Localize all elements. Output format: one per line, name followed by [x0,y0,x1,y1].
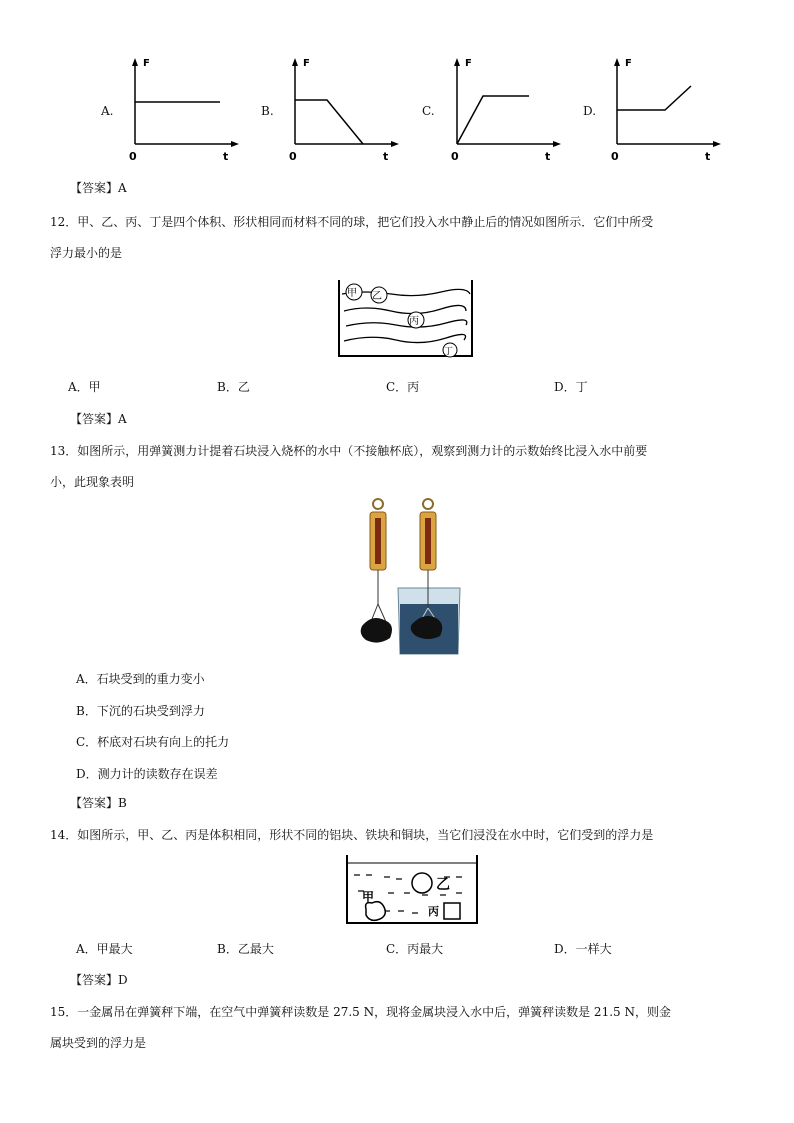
q13-stem-line2: 小，此现象表明 [50,475,135,489]
graph-c-origin: 0 [451,150,459,163]
graph-d-x: t [705,150,711,163]
q13-option-b: B．下沉的石块受到浮力 [76,704,205,718]
graph-d-y: F [625,58,632,69]
q14-stem-line1: 14．如图所示，甲、乙、丙是体积相同，形状不同的铝块、铁块和铜块，当它们浸没在水中时，它们受到的浮力是 [50,828,654,842]
graph-d-label: D. [583,104,597,118]
q14-option-b: B．乙最大 [217,942,274,956]
ball-yi: 乙 [372,291,382,302]
q15-stem-line1: 15．一金属吊在弹簧秤下端，在空气中弹簧秤读数是 27.5 N，现将金属块浸入水中后，弹簧秤读数是 21.5 N，则金 [50,1005,671,1019]
q14-label-bing: 丙 [428,905,439,918]
q11-answer: 【答案】A [70,181,127,195]
graph-b-x: t [383,150,389,163]
q14-option-d: D．一样大 [554,942,612,956]
q14-answer: 【答案】D [70,973,128,987]
q15-stem-line2: 属块受到的浮力是 [50,1036,147,1050]
q12-option-d: D．丁 [554,380,588,394]
q13-stem-line1: 13．如图所示，用弹簧测力计提着石块浸入烧杯的水中（不接触杯底），观察到测力计的示数始终比浸入水中前要 [50,444,648,458]
q14-option-c: C．丙最大 [386,942,444,956]
q12-option-a: A．甲 [68,380,101,394]
graph-c-x: t [545,150,551,163]
q13-option-c: C．杯底对石块有向上的托力 [76,735,230,749]
graph-a-x: t [223,150,229,163]
graph-b-label: B. [261,104,274,118]
q14-figure [344,853,480,927]
q13-option-a: A．石块受到的重力变小 [76,672,205,686]
graph-c [447,52,572,167]
graph-a-label: A. [101,104,114,118]
graph-b-origin: 0 [289,150,297,163]
q13-option-d: D．测力计的读数存在误差 [76,767,218,781]
q13-answer: 【答案】B [70,796,127,810]
graph-c-y: F [465,58,472,69]
ball-jia: 甲 [347,288,357,299]
graph-d [607,52,732,167]
q12-option-c: C．丙 [386,380,420,394]
graph-b [285,52,410,167]
ball-bing: 丙 [409,316,419,327]
q12-option-b: B．乙 [217,380,250,394]
graph-a-y: F [143,58,150,69]
ball-ding: 丁 [444,347,454,357]
q12-answer: 【答案】A [70,412,127,426]
graph-c-label: C. [422,104,435,118]
q12-stem-line2: 浮力最小的是 [50,246,123,260]
graph-a-origin: 0 [129,150,137,163]
q14-label-jia: 甲 [362,890,375,904]
q11-graphs [95,52,735,167]
graph-b-y: F [303,58,310,69]
q12-stem-line1: 12．甲、乙、丙、丁是四个体积、形状相同而材料不同的球，把它们投入水中静止后的情况如图所示．它们中所受 [50,215,654,229]
q14-option-a: A．甲最大 [76,942,133,956]
graph-d-origin: 0 [611,150,619,163]
graph-a [125,52,250,167]
q14-label-yi: 乙 [436,877,450,893]
q12-figure [336,278,476,360]
q13-figure [352,496,462,658]
